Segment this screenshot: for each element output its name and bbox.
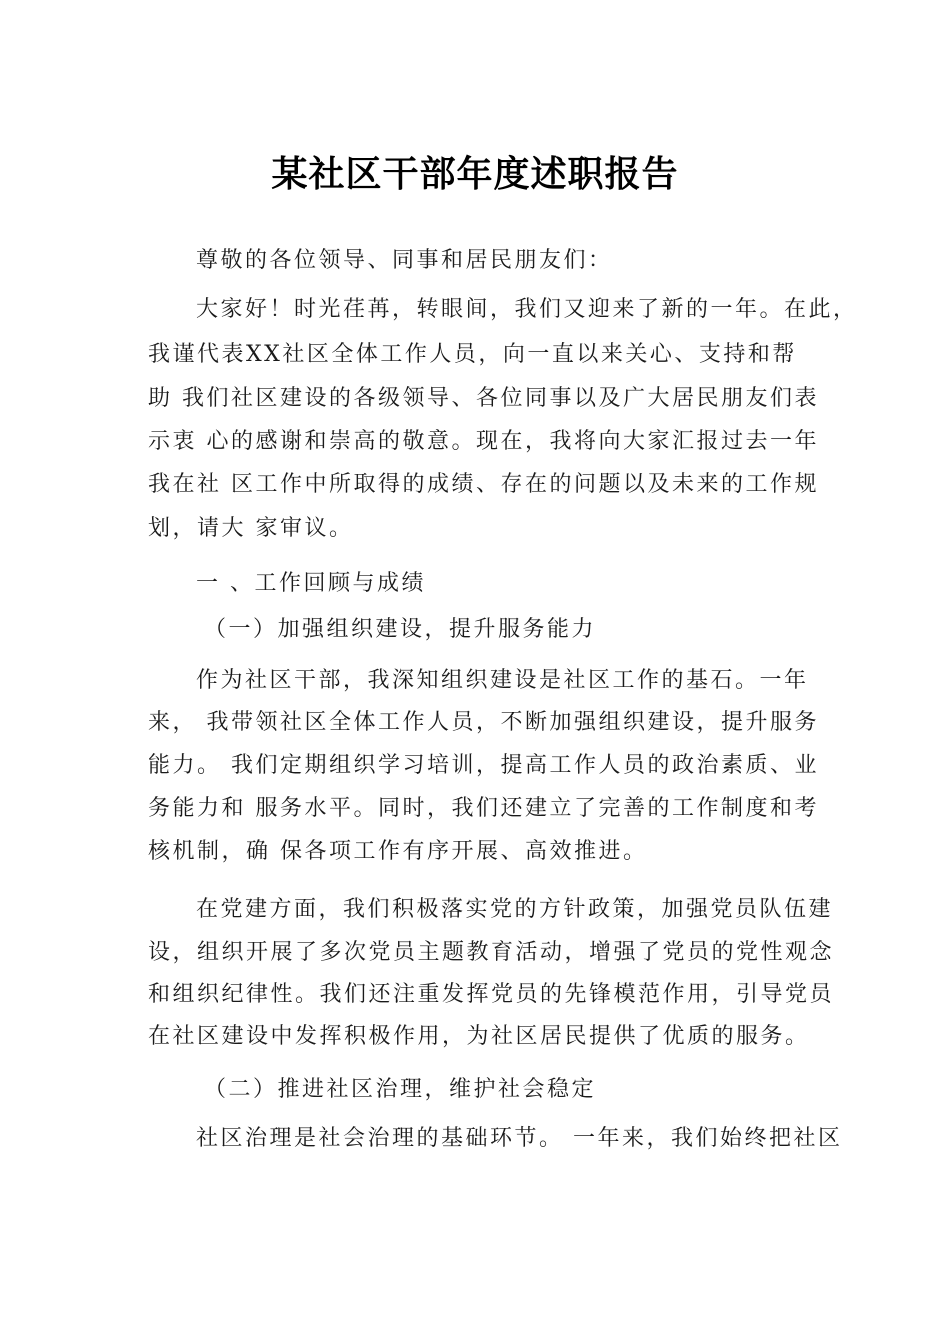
paragraph-line: 大家好！时光荏苒，转眼间，我们又迎来了新的一年。在此， (196, 297, 858, 322)
paragraph-line: 社区治理是社会治理的基础环节。 一年来，我们始终把社区 (196, 1126, 843, 1151)
subsection-heading: （二）推进社区治理，维护社会稳定 (204, 1077, 597, 1102)
subsection-heading: （一）加强组织建设，提升服务能力 (204, 617, 597, 642)
paragraph-line: 核机制，确 保各项工作有序开展、高效推进。 (148, 839, 648, 864)
paragraph-line: 来， 我带领社区全体工作人员，不断加强组织建设，提升服务 (148, 710, 819, 735)
paragraph-line: 在社区建设中发挥积极作用，为社区居民提供了优质的服务。 (148, 1024, 810, 1049)
paragraph-line: 划，请大 家审议。 (148, 516, 354, 541)
paragraph-line: 助 我们社区建设的各级领导、各位同事以及广大居民朋友们表 (148, 386, 819, 411)
paragraph-line: 务能力和 服务水平。同时，我们还建立了完善的工作制度和考 (148, 796, 819, 821)
document-title: 某社区干部年度述职报告 (271, 154, 679, 195)
section-heading: 一 、工作回顾与成绩 (196, 571, 426, 596)
paragraph-line: 能力。 我们定期组织学习培训，提高工作人员的政治素质、业 (148, 753, 819, 778)
greeting-line: 尊敬的各位领导、同事和居民朋友们： (196, 248, 613, 273)
paragraph-line: 和组织纪律性。我们还注重发挥党员的先锋模范作用，引导党员 (148, 982, 835, 1007)
paragraph-line: 在党建方面，我们积极落实党的方针政策，加强党员队伍建 (196, 897, 834, 922)
paragraph-line: 示衷 心的感谢和崇高的敬意。现在，我将向大家汇报过去一年 (148, 429, 819, 454)
paragraph-line: 设，组织开展了多次党员主题教育活动，增强了党员的党性观念 (148, 940, 835, 965)
paragraph-line: 我谨代表XX社区全体工作人员，向一直以来关心、支持和帮 (148, 342, 797, 367)
paragraph-line: 我在社 区工作中所取得的成绩、存在的问题以及未来的工作规 (148, 472, 819, 497)
paragraph-line: 作为社区干部，我深知组织建设是社区工作的基石。一年 (196, 668, 809, 693)
